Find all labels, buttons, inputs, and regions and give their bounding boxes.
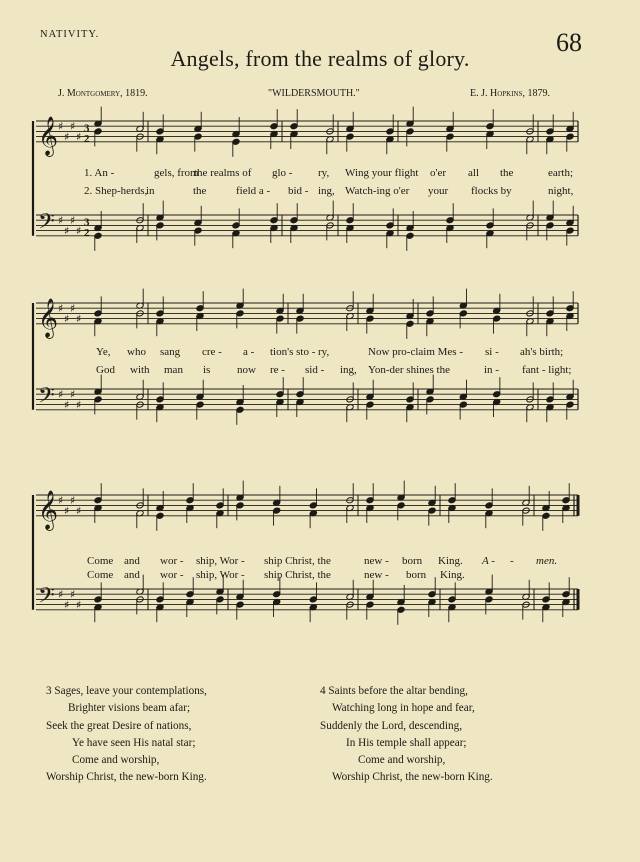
lyric-syllable: ry, [318,167,330,179]
lyric-syllable: Now pro-claim Mes - [368,346,464,358]
author-credit: J. Montgomery, 1819. [58,88,148,99]
lyric-syllable: wor - [160,555,184,567]
time-signature: 2 [84,226,90,239]
lyric-syllable: your [428,185,449,197]
lyric-syllable: God [96,364,115,376]
lyric-syllable: Come [87,569,114,581]
lyric-syllable: o'er [430,167,447,179]
lyric-syllable: the [500,167,514,179]
lyric-syllable: glo - [272,167,293,179]
sharp-icon: ♯ [64,504,70,518]
treble-clef-icon: 𝄞 [38,297,59,338]
lyric-syllable: Yon-der shines the [368,364,450,376]
verse-line: Worship Christ, the new-born King. [46,771,207,784]
lyric-syllable: 1. An - [84,167,115,179]
lyric-syllable: ing, [340,364,357,376]
lyric-syllable: Ye, [96,346,111,358]
sharp-icon: ♯ [70,120,76,134]
sharp-icon: ♯ [58,494,64,508]
sharp-icon: ♯ [76,224,82,238]
sharp-icon: ♯ [76,312,82,326]
verse-line: Suddenly the Lord, descending, [320,719,462,732]
lyric-syllable: A - [482,555,495,567]
lyric-syllable: ah's birth; [520,346,564,358]
verse-line: Ye have seen His natal star; [72,736,196,749]
lyric-syllable: ing, [318,185,335,197]
lyric-syllable: sang [160,346,181,358]
lyric-syllable: bid - [288,185,309,197]
lyric-syllable: Watch-ing o'er [345,185,410,197]
bass-clef-icon: 𝄢 [38,583,55,614]
sharp-icon: ♯ [64,312,70,326]
lyric-syllable: King. [440,569,465,581]
lyric-syllable: gels, from [154,167,199,179]
lyric-syllable: all [468,167,479,179]
lyric-syllable: Wing your flight [345,167,419,179]
hymn-number: 68 [556,28,582,57]
sharp-icon: ♯ [58,388,64,402]
lyric-syllable: King. [438,555,463,567]
lyric-syllable: new - [364,555,389,567]
lyric-syllable: born [402,555,423,567]
lyric-syllable: cre - [202,346,222,358]
treble-clef-icon: 𝄞 [38,489,59,530]
lyric-syllable: and [124,569,140,581]
lyric-syllable: Come [87,555,114,567]
lyric-syllable: re - [270,364,285,376]
sharp-icon: ♯ [76,504,82,518]
lyric-syllable: flocks by [471,185,512,197]
time-signature: 3 [84,122,90,135]
lyric-syllable: now [237,364,256,376]
sharp-icon: ♯ [76,598,82,612]
sharp-icon: ♯ [64,398,70,412]
lyric-syllable: is [203,364,211,376]
treble-clef-icon: 𝄞 [38,115,59,156]
lyric-syllable: a - [243,346,255,358]
lyric-syllable: who [127,346,146,358]
sharp-icon: ♯ [70,214,76,228]
verse-line: Worship Christ, the new-born King. [332,771,493,784]
lyric-syllable: 2. Shep-herds, [84,185,148,197]
lyric-syllable: new - [364,569,389,581]
verse-4 [320,683,493,787]
verse-line: In His temple shall appear; [346,736,467,749]
time-signature: 2 [84,132,90,145]
lyric-syllable: earth; [548,167,574,179]
bass-clef-icon: 𝄢 [38,383,55,414]
bass-clef-icon: 𝄢 [38,209,55,240]
lyric-syllable: sid - [305,364,325,376]
verse-line: 4 Saints before the altar bending, [320,685,468,697]
verse-3 [46,683,207,787]
verse-line: 3 Sages, leave your contemplations, [46,685,207,697]
lyric-syllable: ship Christ, the [264,555,331,567]
sharp-icon: ♯ [70,302,76,316]
lyric-syllable: - [510,555,514,567]
sharp-icon: ♯ [64,130,70,144]
lyric-syllable: wor - [160,569,184,581]
lyric-syllable: ship, Wor - [196,569,245,581]
tune-name: "WILDERSMOUTH." [268,88,360,99]
verse-line: Watching long in hope and fear, [332,702,475,715]
lyric-syllable: in - [484,364,499,376]
sharp-icon: ♯ [58,120,64,134]
lyric-syllable: ship, Wor - [196,555,245,567]
lyric-syllable: with [130,364,150,376]
lyric-syllable: ry, [318,346,330,358]
lyric-syllable: the realms of [194,167,252,179]
lyric-syllable: si - [485,346,499,358]
sharp-icon: ♯ [58,214,64,228]
lyric-syllable: ship Christ, the [264,569,331,581]
sharp-icon: ♯ [76,130,82,144]
lyric-syllable: and [124,555,140,567]
sharp-icon: ♯ [70,494,76,508]
lyric-syllable: tion's sto - [270,346,316,358]
verse-line: Brighter visions beam afar; [68,702,191,715]
sharp-icon: ♯ [58,588,64,602]
verse-line: Come and worship, [72,754,160,767]
lyric-syllable: men. [536,555,558,567]
verse-line: Seek the great Desire of nations, [46,719,192,732]
section-heading: NATIVITY. [40,29,100,40]
composer-credit: E. J. Hopkins, 1879. [470,88,551,99]
sharp-icon: ♯ [70,588,76,602]
lyric-syllable: in [146,185,155,197]
lyric-syllable: the [193,185,207,197]
lyric-syllable: fant - light; [522,364,572,376]
sharp-icon: ♯ [58,302,64,316]
sharp-icon: ♯ [64,224,70,238]
lyric-syllable: born [406,569,427,581]
verse-line: Come and worship, [358,754,446,767]
sharp-icon: ♯ [64,598,70,612]
lyric-syllable: man [164,364,183,376]
hymn-title: Angels, from the realms of glory. [170,46,470,71]
lyric-syllable: field a - [236,185,271,197]
sharp-icon: ♯ [70,388,76,402]
time-signature: 3 [84,216,90,229]
lyric-syllable: night, [548,185,574,197]
sharp-icon: ♯ [76,398,82,412]
